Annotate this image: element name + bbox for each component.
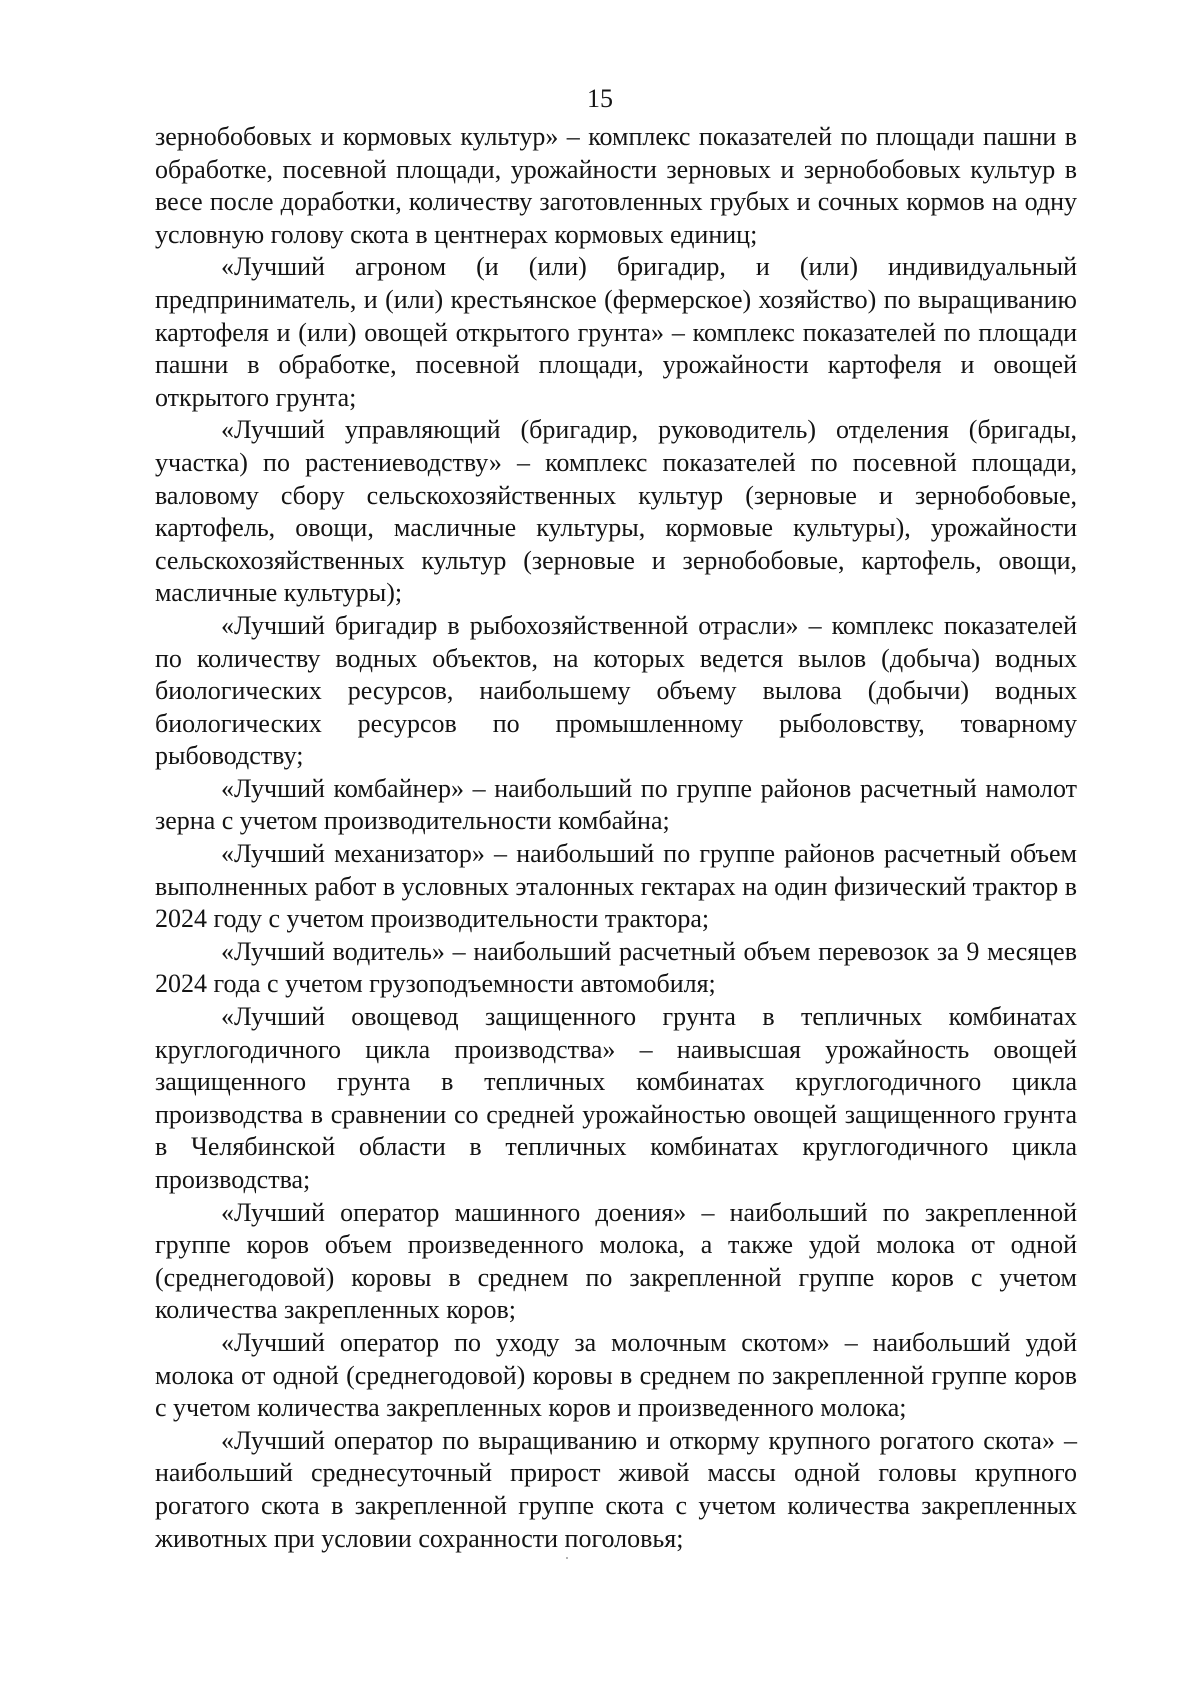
paragraph-continued: зернобобовых и кормовых культур» – комплекс показателей по площади пашни в обработке, посевной площади, урожайности зерновых и зернобобовых культур в весе после доработки, количеству заготовленных грубых и сочных кормов на одну условную голову скота в центнерах кормовых единиц; (155, 122, 1077, 249)
paragraph-best-machine-operator: «Лучший механизатор» – наибольший по группе районов расчетный объем выполненных работ в условных эталонных гектарах на один физический трактор в 2024 году с учетом производительности трактора; (155, 839, 1077, 934)
paragraph-best-dairy-care-operator: «Лучший оператор по уходу за молочным скотом» – наибольший удой молока от одной (среднегодовой) коровы в среднем по закрепленной группе коров с учетом количества закрепленных коров и произведенного молока; (155, 1327, 1077, 1423)
paragraph-best-greenhouse-grower: «Лучший овощевод защищенного грунта в тепличных комбинатах круглогодичного цикла производства» – наивысшая урожайность овощей защищенного грунта в тепличных комбинатах круглогодичного цикла производства в сравнении со средней урожайностью овощей защищенного грунта в Челябинской области в тепличных комбинатах круглогодичного цикла производства; (155, 1002, 1077, 1194)
scan-artifact-dot (566, 1557, 568, 1559)
document-body (155, 121, 1077, 1555)
paragraph-best-fishery-brigadier: «Лучший бригадир в рыбохозяйственной отрасли» – комплекс показателей по количеству водных объектов, на которых ведется вылов (добыча) водных биологических ресурсов, наибольшему объему вылова (добычи) водных биологических ресурсов по промышленному рыболовству, товарному рыбоводству; (155, 610, 1077, 771)
paragraph-best-agronomist: «Лучший агроном (и (или) бригадир, и (или) индивидуальный предприниматель, и (или) крестьянское (фермерское) хозяйство) по выращиванию картофеля и (или) овощей открытого грунта» – комплекс показателей по площади пашни в обработке, посевной площади, урожайности картофеля и овощей открытого грунта; (155, 252, 1077, 412)
paragraph-best-crop-manager: «Лучший управляющий (бригадир, руководитель) отделения (бригады, участка) по растениеводству» – комплекс показателей по посевной площади, валовому сбору сельскохозяйственных культур (зерновые и зернобобовые, картофель, овощи, масличные культуры, кормовые культуры), урожайности сельскохозяйственных культур (зерновые и зернобобовые, картофель, овощи, масличные культуры); (155, 415, 1077, 608)
page-number: 15 (587, 84, 613, 113)
paragraph-best-driver: «Лучший водитель» – наибольший расчетный объем перевозок за 9 месяцев 2024 года с учетом грузоподъемности автомобиля; (155, 936, 1077, 999)
paragraph-best-cattle-fattening-operator: «Лучший оператор по выращиванию и откорму крупного рогатого скота» – наибольший среднесуточный прирост живой массы одной головы крупного рогатого скота в закрепленной группе скота с учетом количества закрепленных животных при условии сохранности поголовья; (155, 1425, 1077, 1553)
paragraph-best-milking-operator: «Лучший оператор машинного доения» – наибольший по закрепленной группе коров объем произведенного молока, а также удой молока от одной (среднегодовой) коровы в среднем по закрепленной группе коров с учетом количества закрепленных коров; (155, 1197, 1077, 1325)
paragraph-best-combine-operator: «Лучший комбайнер» – наибольший по группе районов расчетный намолот зерна с учетом производительности комбайна; (155, 773, 1077, 836)
